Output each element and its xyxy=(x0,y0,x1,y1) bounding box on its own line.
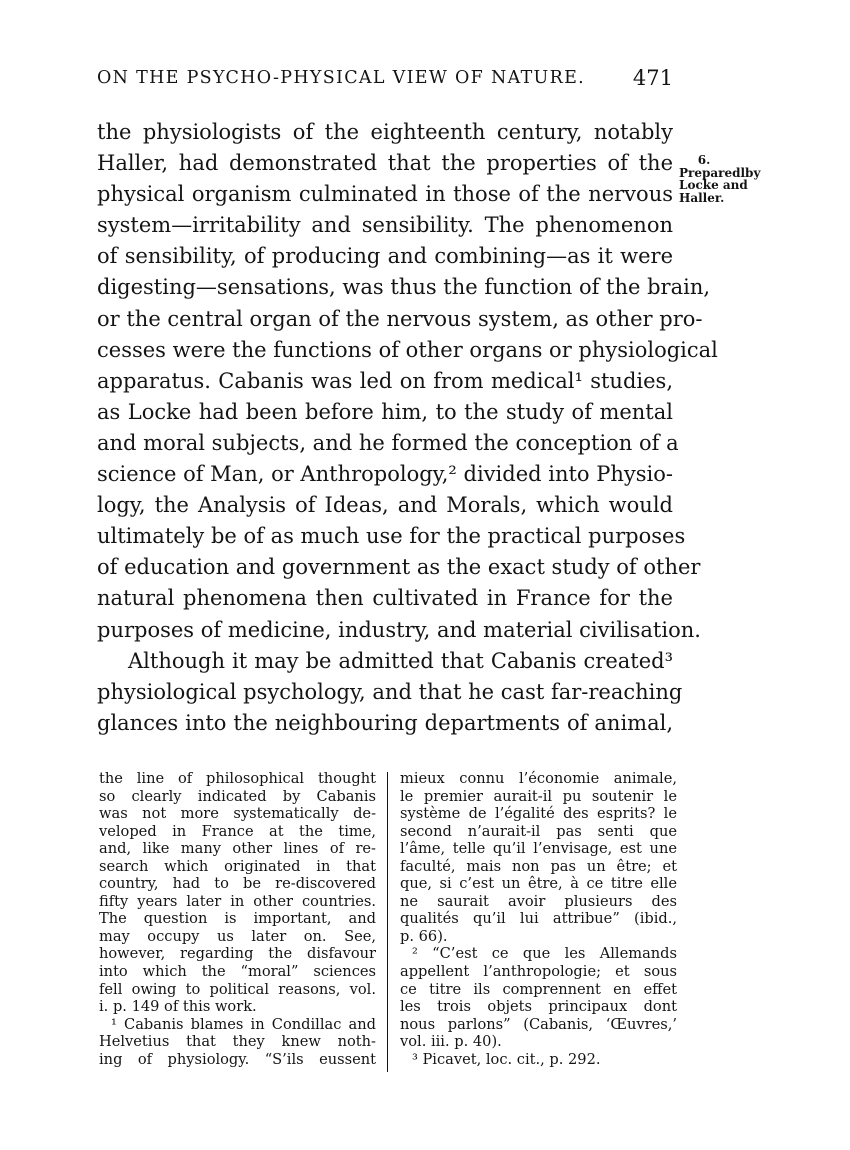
footnote-line: fifty years later in other countries. xyxy=(99,892,376,910)
footnote-line: The question is important, and xyxy=(99,910,376,928)
footnote-line: country, had to be re-discovered xyxy=(99,875,376,893)
footnote-line: Helvetius that they knew noth- xyxy=(99,1033,376,1051)
footnote-line: les trois objets principaux dont xyxy=(400,998,677,1016)
text-line: of sensibility, of producing and combining—as it were xyxy=(97,244,673,269)
text-line: logy, the Analysis of Ideas, and Morals, which would xyxy=(97,493,673,518)
text-line: ultimately be of as much use for the practical purposes xyxy=(97,524,686,549)
footnote-line: le premier aurait-il pu soutenir le xyxy=(400,787,677,805)
footnote-line: mieux connu l’économie animale, xyxy=(400,770,677,787)
footnote-line: ing of physiology. “S’ils eussent xyxy=(99,1050,376,1068)
text-line: science of Man, or Anthropology,² divided into Physio- xyxy=(97,462,673,487)
footnote-line: fell owing to political reasons, vol. xyxy=(99,980,376,998)
margin-note-line: Preparedlby xyxy=(679,165,761,180)
footnote-column-right xyxy=(400,770,677,1068)
text-line: the physiologists of the eighteenth century, notably xyxy=(97,120,673,144)
footnote-line: ne saurait avoir plusieurs des xyxy=(400,892,677,910)
footnote-line: however, regarding the disfavour xyxy=(99,945,376,963)
text-line: apparatus. Cabanis was led on from medical¹ studies, xyxy=(97,368,673,393)
text-line: cesses were the functions of other organs or physiological xyxy=(97,337,718,362)
page-header xyxy=(97,62,673,94)
margin-note xyxy=(679,154,779,204)
margin-note-line: 6. xyxy=(697,153,711,167)
footnote-line: into which the “moral” sciences xyxy=(99,963,376,981)
footnote-line: qualités qu’il lui attribue” (ibid., xyxy=(400,910,677,928)
page-number: 471 xyxy=(632,66,673,90)
text-line: Haller, had demonstrated that the properties of the xyxy=(97,151,673,176)
text-line: or the central organ of the nervous system, as other pro- xyxy=(97,306,703,331)
text-line: purposes of medicine, industry, and material civilisation. xyxy=(97,617,701,642)
footnote-line: vol. iii. p. 40). xyxy=(400,1033,502,1051)
footnote-line: ² “C’est ce que les Allemands xyxy=(412,945,677,963)
footnote-line: i. p. 149 of this work. xyxy=(99,998,257,1016)
footnote-line: faculté, mais non pas un être; et xyxy=(400,857,677,875)
text-line: natural phenomena then cultivated in France for the xyxy=(97,586,673,611)
text-line: physical organism culminated in those of the nervous xyxy=(97,182,673,207)
footnote-line: so clearly indicated by Cabanis xyxy=(99,787,376,805)
text-line: glances into the neighbouring departments of animal, xyxy=(97,710,673,735)
footnote-line: ¹ Cabanis blames in Condillac and xyxy=(111,1015,376,1033)
text-line: as Locke had been before him, to the study of mental xyxy=(97,399,673,424)
footnote-line: veloped in France at the time, xyxy=(99,822,376,840)
text-line: and moral subjects, and he formed the conception of a xyxy=(97,430,679,455)
footnote-line: système de l’égalité des esprits? le xyxy=(400,805,677,823)
footnote-line: nous parlons” (Cabanis, ‘Œuvres,’ xyxy=(400,1015,677,1033)
text-line: of education and government as the exact study of other xyxy=(97,555,701,580)
footnote-line: the line of philosophical thought xyxy=(99,770,376,787)
margin-note-line: Locke and xyxy=(679,178,748,192)
text-line: Although it may be admitted that Cabanis created³ xyxy=(128,648,673,673)
running-head: ON THE PSYCHO-PHYSICAL VIEW OF NATURE. xyxy=(97,68,586,88)
footnote-line: second n’aurait-il pas senti que xyxy=(400,822,677,840)
footnote-line: que, si c’est un être, à ce titre elle xyxy=(400,875,677,893)
footnote-line: ce titre ils comprennent en effet xyxy=(400,980,677,998)
footnote-line: ³ Picavet, loc. cit., p. 292. xyxy=(412,1050,601,1068)
footnote-line: p. 66). xyxy=(400,927,448,945)
text-line: physiological psychology, and that he cast far-reaching xyxy=(97,679,683,704)
footnote-line: appellent l’anthropologie; et sous xyxy=(400,963,677,981)
footnote-line: search which originated in that xyxy=(99,857,376,875)
footnote-line: was not more systematically de- xyxy=(99,805,376,823)
text-line: digesting—sensations, was thus the function of the brain, xyxy=(97,275,711,300)
footnote-column-left xyxy=(99,770,376,1068)
margin-note-line: Haller. xyxy=(679,190,725,205)
footnote-divider xyxy=(387,772,388,1072)
footnote-line: and, like many other lines of re- xyxy=(99,840,376,858)
footnotes xyxy=(99,770,675,1075)
footnote-line: l’âme, telle qu’il l’envisage, est une xyxy=(400,840,677,858)
footnote-line: may occupy us later on. See, xyxy=(99,927,376,945)
text-line: system—irritability and sensibility. The phenomenon xyxy=(97,213,673,238)
